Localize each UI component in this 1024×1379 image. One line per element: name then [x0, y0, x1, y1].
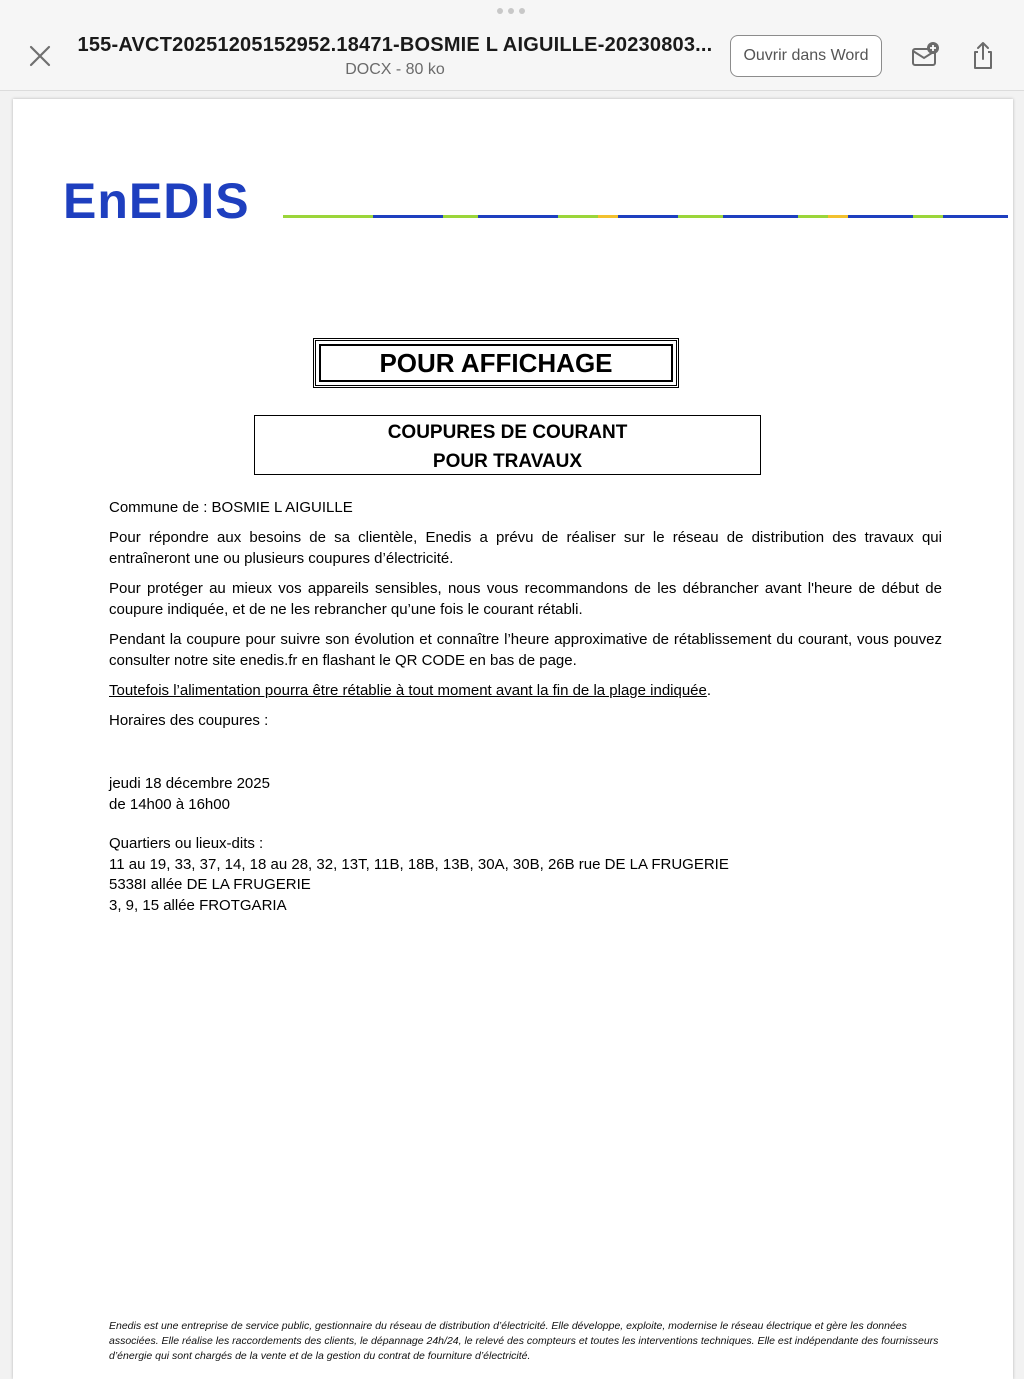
- notice-body: [109, 497, 942, 740]
- pour-affichage-title: POUR AFFICHAGE: [379, 347, 613, 378]
- share-icon[interactable]: [967, 40, 999, 72]
- quartiers-label: Quartiers ou lieux-dits :: [109, 835, 264, 852]
- paragraph-4: [109, 680, 942, 701]
- paragraph-4-underlined: Toutefois l’alimentation pourra être rétablie à tout moment avant la fin de la plage indiquée: [109, 682, 707, 699]
- drag-handle[interactable]: [497, 8, 525, 14]
- svg-text:EnEDIS: EnEDIS: [63, 174, 250, 224]
- enedis-logo: [63, 174, 283, 224]
- place-item: 11 au 19, 33, 37, 14, 18 au 28, 32, 13T, 11B, 18B, 13B, 30A, 30B, 26B rue DE LA FRUGERIE: [109, 855, 729, 873]
- document-title: 155-AVCT20251205152952.18471-BOSMIE L AIGUILLE-20230803...: [77, 34, 713, 56]
- pour-affichage-box: [313, 338, 679, 388]
- document-page: [13, 99, 1013, 1379]
- mail-add-icon[interactable]: [909, 40, 941, 72]
- viewer-toolbar: [0, 0, 1024, 91]
- legal-footer: Enedis est une entreprise de service public, gestionnaire du réseau de distribution d’électricité. Elle développe, exploite, modernise le réseau électrique et gère les données associées. Elle réalise les raccordements des clients, le dépannage 24h/24, le relevé des compteurs et toutes les interventions techniques. Elle est indépendante des fournisseurs d’énergie qui sont chargés de la vente et de la gestion du contrat de fourniture d’électricité.: [109, 1320, 939, 1362]
- paragraph-3: Pendant la coupure pour suivre son évolution et connaître l’heure approximative de rétablissement du courant, vous pouvez consulter notre site enedis.fr en flashant le QR CODE en bas de page.: [109, 631, 942, 669]
- places-list: [109, 834, 729, 916]
- coupures-title-line1: COUPURES DE COURANT: [387, 422, 628, 443]
- outage-date: jeudi 18 décembre 2025: [109, 775, 270, 792]
- document-meta: DOCX - 80 ko: [345, 61, 445, 78]
- outage-time: de 14h00 à 16h00: [109, 796, 230, 813]
- document-header: [70, 34, 720, 79]
- schedule: [109, 773, 270, 815]
- commune-line: Commune de : BOSMIE L AIGUILLE: [109, 499, 353, 516]
- place-item: 3, 9, 15 allée FROTGARIA: [109, 896, 287, 914]
- decorative-line: [283, 215, 1008, 219]
- coupures-box: [254, 415, 761, 475]
- place-item: 5338I allée DE LA FRUGERIE: [109, 876, 311, 893]
- coupures-title-line2: POUR TRAVAUX: [432, 451, 583, 472]
- horaires-label: Horaires des coupures :: [109, 712, 269, 729]
- close-icon[interactable]: [26, 42, 54, 70]
- paragraph-2: Pour protéger au mieux vos appareils sensibles, nous vous recommandons de les débrancher avant l'heure de début de coupure indiquée, et de ne les rebrancher qu’une fois le courant rétabli.: [109, 580, 942, 618]
- open-in-word-button[interactable]: Ouvrir dans Word: [730, 35, 882, 77]
- paragraph-4-end: .: [706, 682, 712, 699]
- paragraph-1: Pour répondre aux besoins de sa clientèle, Enedis a prévu de réaliser sur le réseau de distribution des travaux qui entraîneront une ou plusieurs coupures d’électricité.: [109, 529, 942, 567]
